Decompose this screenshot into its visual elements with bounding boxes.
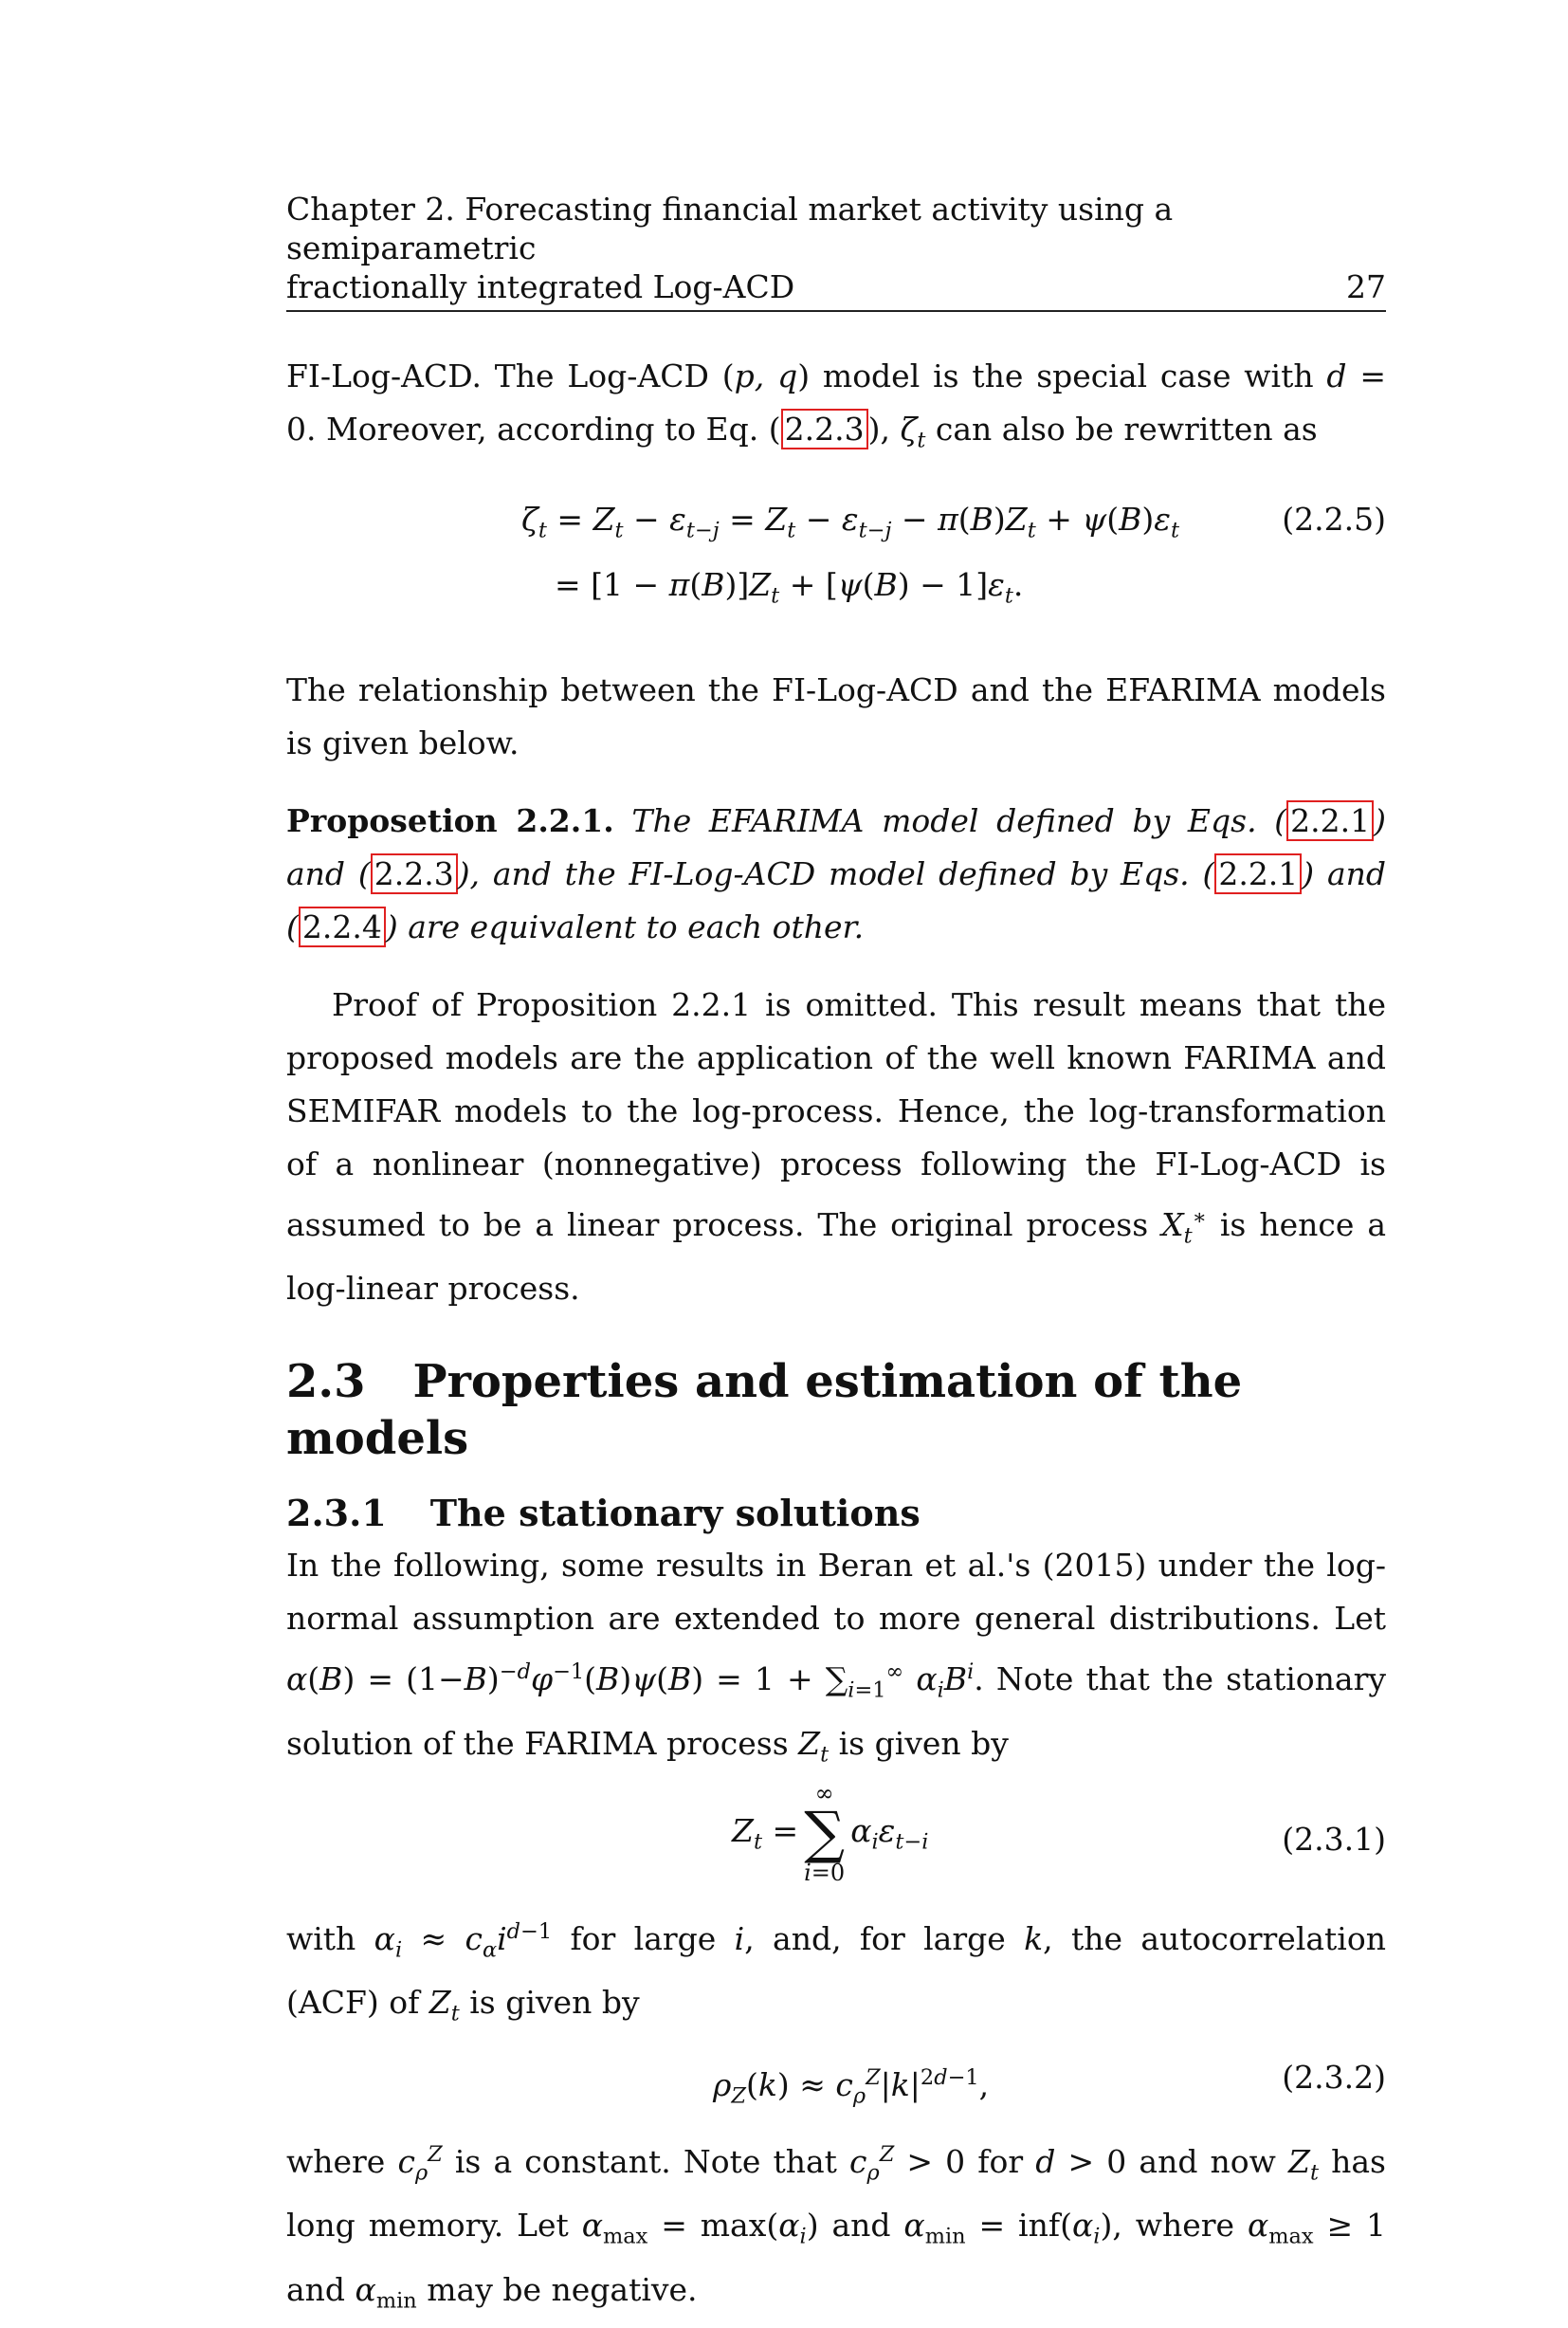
header-line-2: fractionally integrated Log-ACD	[286, 268, 795, 305]
section-heading: 2.3 Properties and estimation of the models	[286, 1355, 1243, 1466]
proposition-2-2-1: Proposetion 2.2.1. The EFARIMA model defined by Eqs. ( 2.2.1 ) and ( 2.2.3 ), and the FI-Log-ACD model defined by Eqs. ( 2.2.1 ) and ( 2.2.4 ) are equivalent to each other.	[286, 801, 1387, 945]
page-number: 27	[1346, 268, 1386, 305]
eq-ref-link[interactable]: 2.2.4	[299, 907, 386, 947]
equation-number: (2.3.2)	[1282, 2058, 1386, 2096]
paragraph-proof: Proof of Proposition 2.2.1 is omitted. This result means that the proposed models are the application of the well known FARIMA and SEMIFAR models to the log-process. Hence, the log-transformation of a nonlinear (nonnegative) process following the FI-Log-ACD is assumed to be a linear process. The original process $X_t^∗$ is hence a log-linear process.	[286, 985, 1386, 1308]
equation-2-3-2: $\rho_Z(k) \approx c_\rho^Z|k|^{2d-1}$, (2.3.2)	[286, 2043, 1386, 2115]
eq-ref-link[interactable]: 2.2.1	[1286, 800, 1374, 841]
eq-ref-link[interactable]: 2.2.3	[781, 409, 868, 449]
equation-2-2-5: $\zeta_t = Z_t - \varepsilon_{t-j} = Z_t - \varepsilon_{t-j} - \pi(B)Z_t + \psi(B)\varepsilon_t$ = $[1 - \pi(B)]Z_t + [\psi(B) - 1]\varepsilon_t$. (2.2.5)	[286, 492, 1386, 624]
running-header	[286, 190, 1386, 312]
eq-ref-link[interactable]: 2.2.3	[371, 853, 458, 894]
paragraph-intro: FI-Log-ACD. The Log-ACD (p, q) model is the special case with d = 0. Moreover, according to Eq. ( 2.2.3 ), $\zeta_t$ can also be rewritten as	[286, 357, 1387, 453]
header-line-1: Chapter 2. Forecasting financial market activity using a semiparametric	[286, 191, 1174, 266]
equation-number: (2.3.1)	[1282, 1820, 1386, 1858]
subsection-heading: 2.3.1 The stationary solutions	[286, 1492, 921, 1535]
paragraph-relationship: The relationship between the FI-Log-ACD and the EFARIMA models is given below.	[286, 670, 1386, 761]
eq-ref-link[interactable]: 2.2.1	[1214, 853, 1302, 894]
equation-2-3-1: $Z_t$ = ∞ ∑ i=0 $\alpha_i\varepsilon_{t-i}$ (2.3.1)	[732, 1779, 1386, 1886]
paragraph-stationary: In the following, some results in Beran et al.'s (2015) under the log-normal assumption are extended to more general distributions. Let $\alpha(B) = (1-B)^{-d}\varphi^{-1}(B)\psi(B) = 1 + \sum_{i=1}^\infty$ $\alpha_iB^i$. Note that the stationary solution of the FARIMA process $Z_t$ is given by	[286, 1547, 1386, 1768]
paragraph-constant: where $c_\rho^Z$ is a constant. Note that $c_\rho^Z > 0$ for d > 0 and now $Z_t$ has long memory. Let $\alpha_{max} = \max(\alpha_i)$ and $\alpha_{min} = inf(\alpha_i)$, where $\alpha_{max} \ge 1$ and $\alpha_{min}$ may be negative.	[286, 2141, 1386, 2314]
paragraph-alpha: with $\alpha_i \approx c_\alpha i^{d-1}$ for large i, and, for large k, the autocorrelation (ACF) of $Z_t$ is given by	[286, 1918, 1386, 2026]
equation-number: (2.2.5)	[1282, 500, 1386, 538]
page	[286, 190, 1386, 2328]
